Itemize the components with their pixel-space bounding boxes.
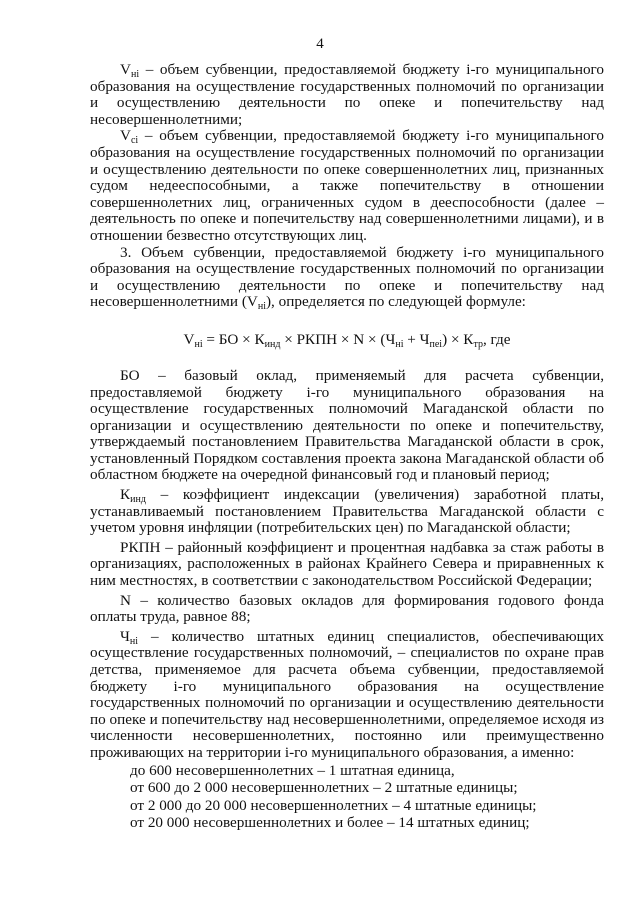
subscript: тр xyxy=(473,338,483,350)
text-run: Ч xyxy=(120,627,130,645)
text-run: БО – базовый оклад, применяемый для расчета субвенции, предоставляемой бюджету i-го муниципального образования на осуществление государственных полномочий Магаданской области по организации и осуществлению деятельности по опеке и попечительству, утверждаемый постановлением Правительства Магаданской области в срок, установленный Порядком составления проекта закона Магаданской области об областном бюджете на очередной финансовый год и плановый период; xyxy=(90,366,604,484)
text-run: ) × К xyxy=(442,330,474,348)
text-run: К xyxy=(120,486,131,504)
document-body xyxy=(90,62,604,832)
page-number: 4 xyxy=(316,36,324,52)
text-run: – объем субвенции, предоставляемой бюджету i-го муниципального образования на осуществление государственных полномочий по организации и осуществлению деятельности по опеке совершеннолетних лиц, признанных судом недееспособными, а также попечительству в отношении совершеннолетних лиц, ограниченных судом в дееспособности (далее – деятельность по опеке и попечительству над совершеннолетними лицами), и в отношении безвестно отсутствующих лиц. xyxy=(90,127,604,244)
text-run: × РКПН × N × (Ч xyxy=(280,330,396,348)
list-item: от 20 000 несовершеннолетних и более – 14 штатных единиц; xyxy=(130,814,530,832)
text-run: N – количество базовых окладов для формирования годового фонда оплаты труда, равное 88; xyxy=(90,591,604,626)
text-run: 3. Объем субвенции, предоставляемой бюджету i-го муниципального образования на осуществление государственных полномочий по организации и осуществлению деятельности по опеке и попечительству над несовершеннолетними (V xyxy=(90,243,604,311)
text-run: = БО × К xyxy=(202,330,265,348)
text-run: + Ч xyxy=(403,330,430,348)
text-run: РКПН – районный коэффициент и процентная надбавка за стаж работы в организациях, расположенных в районах Крайнего Севера и приравненных к ним местностях, в соответствии с законодательством Российской Федерации; xyxy=(90,538,604,590)
text-run: V xyxy=(120,127,131,145)
subscript: нi xyxy=(130,69,140,80)
text-run: ), определяется по следующей формуле: xyxy=(266,293,526,311)
subscript: нi xyxy=(395,338,404,350)
list-item: до 600 несовершеннолетних – 1 штатная единица, xyxy=(130,761,455,779)
subscript: нi xyxy=(194,338,203,350)
list-item: от 2 000 до 20 000 несовершеннолетних – 4 штатные единицы; xyxy=(130,796,537,814)
paragraph-v-ni-definition xyxy=(90,62,604,128)
list-item: от 600 до 2 000 несовершеннолетних – 2 штатные единицы; xyxy=(130,779,518,797)
subscript: инд xyxy=(130,494,146,506)
paragraph-v-si-definition xyxy=(90,128,604,244)
paragraph-n-definition xyxy=(90,593,604,626)
subscript: пеi xyxy=(429,338,443,350)
subscript: нi xyxy=(129,635,139,647)
paragraph-rkpn-definition xyxy=(90,540,604,590)
paragraph-ch-ni-definition xyxy=(90,629,604,762)
formula xyxy=(90,331,604,348)
text-run: – объем субвенции, предоставляемой бюджету i-го муниципального образования на осуществление государственных полномочий по организации и осуществлению деятельности по опеке и попечительству над несовершеннолетними; xyxy=(90,61,604,128)
text-run: V xyxy=(183,330,195,348)
paragraph-bo-definition xyxy=(90,368,604,484)
subscript: инд xyxy=(264,338,281,350)
text-run: V xyxy=(120,61,131,78)
text-run: – коэффициент индексации (увеличения) заработной платы, устанавливаемый постановлением Правительства Магаданской области с учетом уровня инфляции (потребительских цен) по Магаданской области; xyxy=(90,486,604,537)
subscript: сi xyxy=(130,135,139,147)
text-run: – количество штатных единиц специалистов, обеспечивающих осуществление государственных полномочий, – специалистов по охране прав детства, применяемое для расчета объема субвенции, предоставляемой бюджету i-го муниципального образования на осуществление государственных полномочий по организации и осуществлению деятельности по опеке и попечительству над несовершеннолетними, определяемое исходя из численности несовершеннолетних, постоянно или преимущественно проживающих на территории i-го муниципального образования, а именно: xyxy=(90,627,604,761)
subscript: нi xyxy=(257,301,266,313)
paragraph-item-3 xyxy=(90,245,604,311)
text-run: , где xyxy=(482,330,511,348)
paragraph-k-ind-definition xyxy=(90,487,604,537)
